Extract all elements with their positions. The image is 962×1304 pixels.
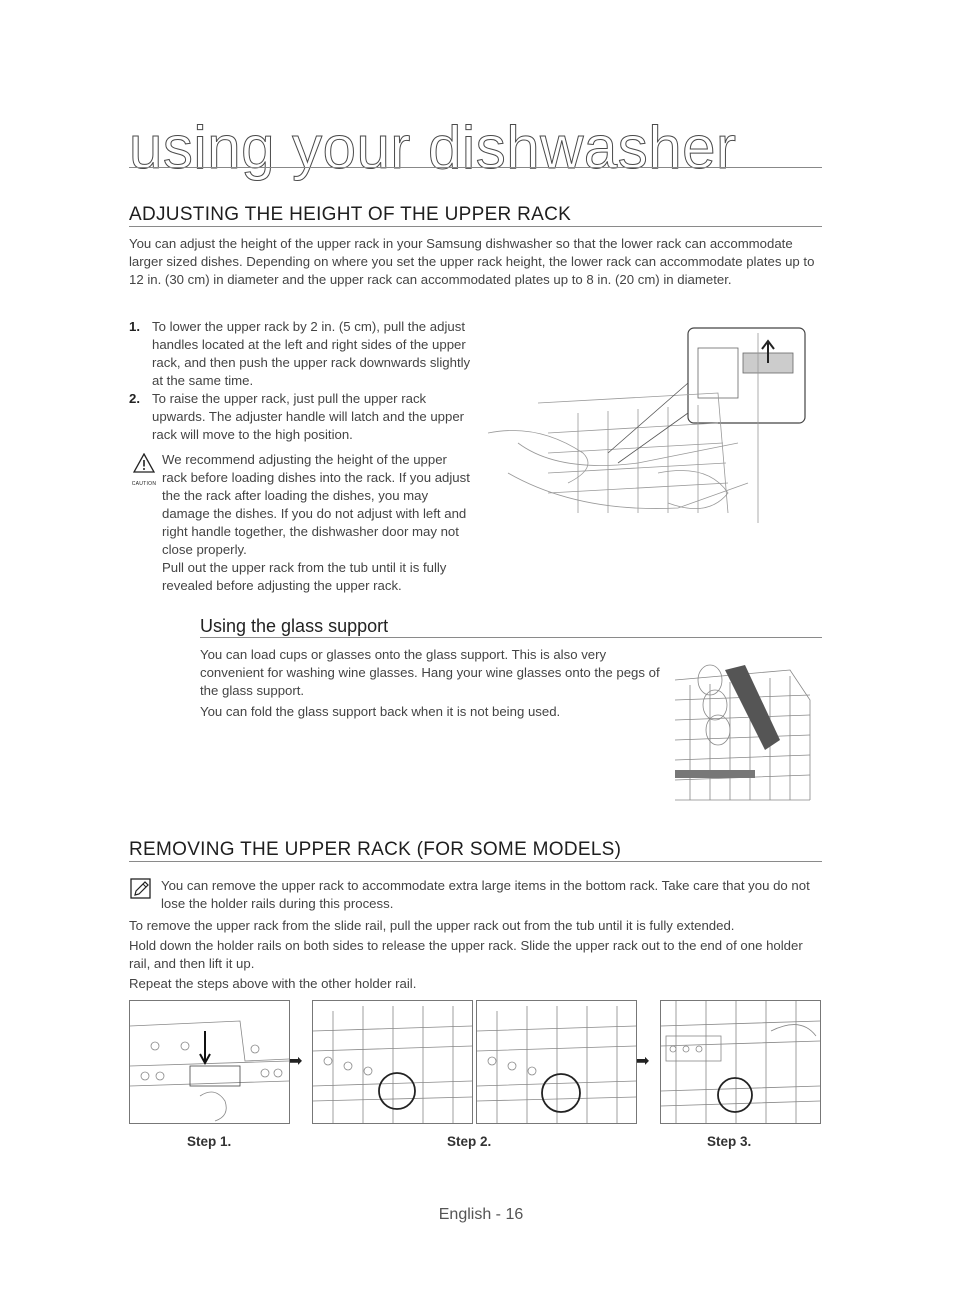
- caution-box: [129, 451, 474, 595]
- arrow-right-icon: ➡: [636, 1053, 650, 1070]
- step-2b-drawing: [477, 1001, 636, 1123]
- step-number: 2.: [129, 391, 140, 406]
- remove-rack-note: You can remove the upper rack to accommodate extra large items in the bottom rack. Take care that you do not lose the holder rails during this process.: [161, 878, 810, 911]
- glass-support-paragraph-2: You can fold the glass support back when it is not being used.: [200, 704, 561, 719]
- remove-rack-paragraph-3: Repeat the steps above with the other holder rail.: [129, 976, 417, 991]
- section-heading-adjust-height: ADJUSTING THE HEIGHT OF THE UPPER RACK: [129, 204, 572, 225]
- caution-label: CAUTION: [131, 481, 157, 487]
- glass-support-paragraph-1: You can load cups or glasses onto the glass support. This is also very convenient for washing wine glasses. Hang your wine glasses onto the pegs of the glass support.: [200, 647, 660, 698]
- remove-rack-paragraph-2: Hold down the holder rails on both sides to release the upper rack. Slide the upper rack out to the end of one holder rail, and then lift it up.: [129, 938, 803, 971]
- caution-icon: [129, 453, 159, 493]
- step-2-label: Step 2.: [447, 1134, 492, 1149]
- step-2a-drawing: [313, 1001, 472, 1123]
- rack-adjust-illustration: [478, 323, 808, 523]
- rack-adjust-drawing: [478, 323, 808, 523]
- list-item: [129, 390, 474, 444]
- adjust-steps-list: [129, 318, 474, 444]
- page-title: using your dishwasher: [129, 114, 737, 181]
- section-heading-glass-support: Using the glass support: [200, 616, 389, 636]
- section-heading-remove-rack: REMOVING THE UPPER RACK (FOR SOME MODELS): [129, 839, 622, 860]
- step-1-illustration: [129, 1000, 290, 1124]
- arrow-right-icon: ➡: [289, 1053, 303, 1070]
- warning-triangle-icon: [133, 453, 155, 473]
- step-2a-illustration: [312, 1000, 473, 1124]
- list-item: [129, 318, 474, 390]
- adjust-height-intro: You can adjust the height of the upper rack in your Samsung dishwasher so that the lower rack can accommodate larger sized dishes. Depending on where you set the upper rack height, the lower rack can accommodate plates up to 12 in. (30 cm) in diameter and the upper rack can accommodated plates up to 8 in. (20 cm) in diameter.: [129, 236, 815, 287]
- step-text: To raise the upper rack, just pull the upper rack upwards. The adjuster handle will latch and the upper rack will move to the high position.: [152, 391, 465, 442]
- glass-support-drawing: [670, 640, 820, 805]
- section-rule: [129, 861, 822, 862]
- section-rule: [129, 226, 822, 227]
- page-footer: English - 16: [438, 1206, 524, 1223]
- step-3-drawing: [661, 1001, 820, 1123]
- step-text: To lower the upper rack by 2 in. (5 cm), pull the adjust handles located at the left and right sides of the upper rack, and then push the upper rack downwards slightly at the same time.: [152, 319, 471, 388]
- step-3-label: Step 3.: [707, 1134, 752, 1149]
- step-1-label: Step 1.: [187, 1134, 232, 1149]
- pencil-note-icon: [129, 877, 153, 901]
- step-number: 1.: [129, 319, 140, 334]
- caution-text-2: Pull out the upper rack from the tub until it is fully revealed before adjusting the upper rack.: [162, 560, 447, 593]
- note-icon: [129, 877, 153, 901]
- step-3-illustration: [660, 1000, 821, 1124]
- title-rule: [129, 167, 822, 168]
- caution-text: We recommend adjusting the height of the upper rack before loading dishes into the rack. If you adjust the the rack after loading the dishes, you may damage the dishes. If you do not adjust with left and right handle together, the dishwasher door may not close properly.: [162, 452, 470, 557]
- glass-support-illustration: [670, 640, 820, 805]
- step-1-drawing: [130, 1001, 289, 1123]
- remove-rack-paragraph-1: To remove the upper rack from the slide rail, pull the upper rack out from the tub until it is fully extended.: [129, 918, 735, 933]
- section-rule: [200, 637, 822, 638]
- step-2b-illustration: [476, 1000, 637, 1124]
